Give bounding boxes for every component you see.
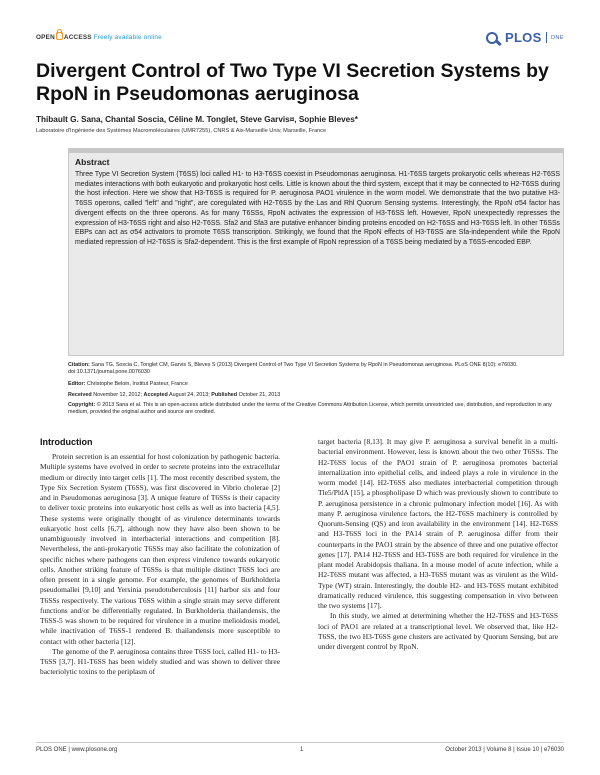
- citation-text: Sana TG, Soscia C, Tonglet CM, Garvis S, Bleves S (2013) Divergent Control of Two Type VI Secretion Systems by RpoN in Pseudomonas aeruginosa. PLoS ONE 8(10): e76030. doi:10.1371/journal.pone.0076030: [68, 362, 518, 376]
- citation-label: Citation:: [68, 362, 90, 368]
- copyright-block: [68, 402, 560, 417]
- editor-label: Editor:: [68, 381, 86, 387]
- intro-paragraph: Protein secretion is an essential for host colonization by pathogenic bacteria. Multiple systems have evolved in order to secrete proteins into the extracellular medium or directly into target cells [1]. The most recently described system, the Type Six Secretion System (T6SS), was first discovered in Vibrio cholerae [2] and in Pseudomonas aeruginosa [3]. A unique feature of T6SSs is their capacity to deliver toxic proteins into eukaryotic host cells as well as into bacteria [4,5]. These systems were originally thought of as virulence determinants towards eukaryotic host cells [6,7], although now they have also been shown to be unambiguously involved in interbacterial interactions and competition [8]. Nevertheless, the anti-prokaryotic T6SSs may also facilitate the colonization of specific niches where pathogens can then express virulence towards eukaryotic cells. Another striking feature of T6SSs is that multiple distinct T6SS loci are often present in a single genome. For example, the genomes of Burkholderia pseudomallei [9,10] and Yersinia pseudotuberculosis [11] harbor six and four T6SSs respectively. The various T6SS within a single strain may serve different functions and/or be differentially regulated. In Burkholderia thailandensis, the T6SS-5 was shown to be required for virulence in a murine melioidosis model, while inactivation of T6SS-1 rendered B. thailandensis more susceptible to contact with other bacteria [12].: [40, 452, 280, 646]
- open-label: OPEN: [36, 34, 55, 41]
- left-column: [40, 452, 280, 678]
- published-label: Published: [211, 392, 238, 398]
- freely-available-label: Freely available online: [93, 34, 162, 41]
- citation-block: [68, 362, 560, 377]
- copyright-text: © 2013 Sana et al. This is an open-access article distributed under the terms of the Creative Commons Attribution License, which permits unrestricted use, distribution, and reproduction in any medium, provided the original author and source are credited.: [68, 402, 552, 416]
- accepted-label: Accepted: [143, 392, 168, 398]
- author-list: Thibault G. Sana, Chantal Soscia, Céline M. Tonglet, Steve Garvis¤, Sophie Bleves*: [36, 115, 358, 124]
- plos-logo-icon: [486, 32, 498, 44]
- logo-divider: [546, 32, 547, 43]
- received-label: Received: [68, 392, 92, 398]
- access-label: ACCESS: [63, 34, 92, 41]
- open-access-badge: [36, 32, 162, 41]
- page-footer: [36, 742, 564, 756]
- top-bar: [36, 30, 564, 46]
- dates-block: [68, 392, 560, 399]
- page-number: 1: [300, 747, 304, 753]
- copyright-label: Copyright:: [68, 402, 96, 408]
- footer-issue: October 2013 | Volume 8 | Issue 10 | e76030: [445, 747, 564, 753]
- editor-text: Christophe Beloin, Institut Pasteur, France: [86, 381, 188, 387]
- footer-journal: PLOS ONE | www.plosone.org: [36, 747, 118, 753]
- editor-block: [68, 381, 560, 388]
- open-lock-icon: [56, 32, 63, 40]
- intro-paragraph: The genome of the P. aeruginosa contains three T6SS loci, called H1- to H3-T6SS [3,7]. H1-T6SS has been widely studied and was shown to deliver three bacteriolytic toxins to the periplasm of: [40, 646, 280, 677]
- journal-logo[interactable]: [486, 30, 564, 45]
- accepted-date: August 24, 2013;: [169, 392, 210, 398]
- logo-suffix: ONE: [550, 34, 564, 41]
- abstract-heading: Abstract: [75, 157, 110, 167]
- affiliation: Laboratoire d'Ingénierie des Systèmes Macromoléculaires (UMR7255), CNRS & Aix-Marseille Univ, Marseille, France: [36, 128, 327, 134]
- article-title: Divergent Control of Two Type VI Secretion Systems by RpoN in Pseudomonas aeruginosa: [36, 60, 549, 105]
- published-date: October 21, 2013: [238, 392, 281, 398]
- intro-paragraph: target bacteria [8,13]. It may give P. aeruginosa a survival benefit in a multi-bacterial environment. However, less is known about the two other T6SSs. The H2-T6SS locus of the PAO1 strain of P. aeruginosa promotes bacterial internalization into epithelial cells, and indeed plays a role in virulence in the worm model [14]. H2-T6SS also mediates interbacterial competition through Tle5/PldA [15], a phospholipase D which was previously shown to contribute to P. aeruginosa persistence in a chronic pulmonary infection model [16]. As with many P. aeruginosa virulence factors, the H2-T6SS machinery is controlled by Quorum-Sensing (QS) and iron availability in the environment [14]. H2-T6SS and H3-T6SS loci in the PA14 strain of P. aeruginosa differ from their counterparts in the PAO1 strain by the absence of three and one putative effector genes [17]. PA14 H2-T6SS and H3-T6SS are both required for virulence in the plant model Arabidopsis thaliana. In a mouse model of acute infection, while a H2-T6SS mutant was affected, a H3-T6SS mutant was as virulent as the Wild-Type (WT) strain. Interestingly, the double H2- and H3-T6SS mutant exhibited dramatically reduced virulence, this suggesting compensation in vivo between the two systems [17].: [318, 437, 558, 610]
- right-column: [318, 437, 558, 652]
- received-date: November 12, 2012;: [93, 392, 143, 398]
- abstract-text: Three Type VI Secretion System (T6SS) loci called H1- to H3-T6SS coexist in Pseudomonas aeruginosa. H1-T6SS targets prokaryotic cells whereas H2-T6SS mediates interactions with both eukaryotic and prokaryotic host cells. Little is known about the third system, except that it may be connected to H2-T6SS during the host infection. Here we show that H3-T6SS is required for P. aeruginosa PAO1 virulence in the worm model. We demonstrate that the two putative H3-T6SS operons, called "left" and "right", are coregulated with H2-T6SS by the Las and Rhl Quorum Sensing systems. Interestingly, the RpoN σ54 factor has divergent effects on the three operons. As for many T6SSs, RpoN activates the expression of H3-T6SS left. However, RpoN unexpectedly represses the expression of H3-T6SS right and also H2-T6SS. Sfa2 and Sfa3 are putative enhancer binding proteins encoded on H2-T6SS and H3-T6SS left. In other T6SSs EBPs can act as σ54 activators to promote T6SS transcription. Strikingly, we found that the RpoN effects of H3-T6SS are Sfa-independent while the RpoN mediated repression of H2-T6SS is Sfa2-dependent. This is the first example of RpoN repression of a T6SS being mediated by a T6SS-encoded EBP.: [75, 171, 560, 246]
- abstract-box: [68, 148, 564, 356]
- introduction-heading: Introduction: [40, 437, 93, 447]
- logo-text: PLOS: [504, 30, 542, 45]
- intro-paragraph: In this study, we aimed at determining whether the H2-T6SS and H3-T6SS loci of PAO1 are related at a transcriptional level. We observed that, like H2-T6SS, the two H3-T6SS gene clusters are activated by Quorum Sensing, but are under divergent control by RpoN.: [318, 611, 558, 651]
